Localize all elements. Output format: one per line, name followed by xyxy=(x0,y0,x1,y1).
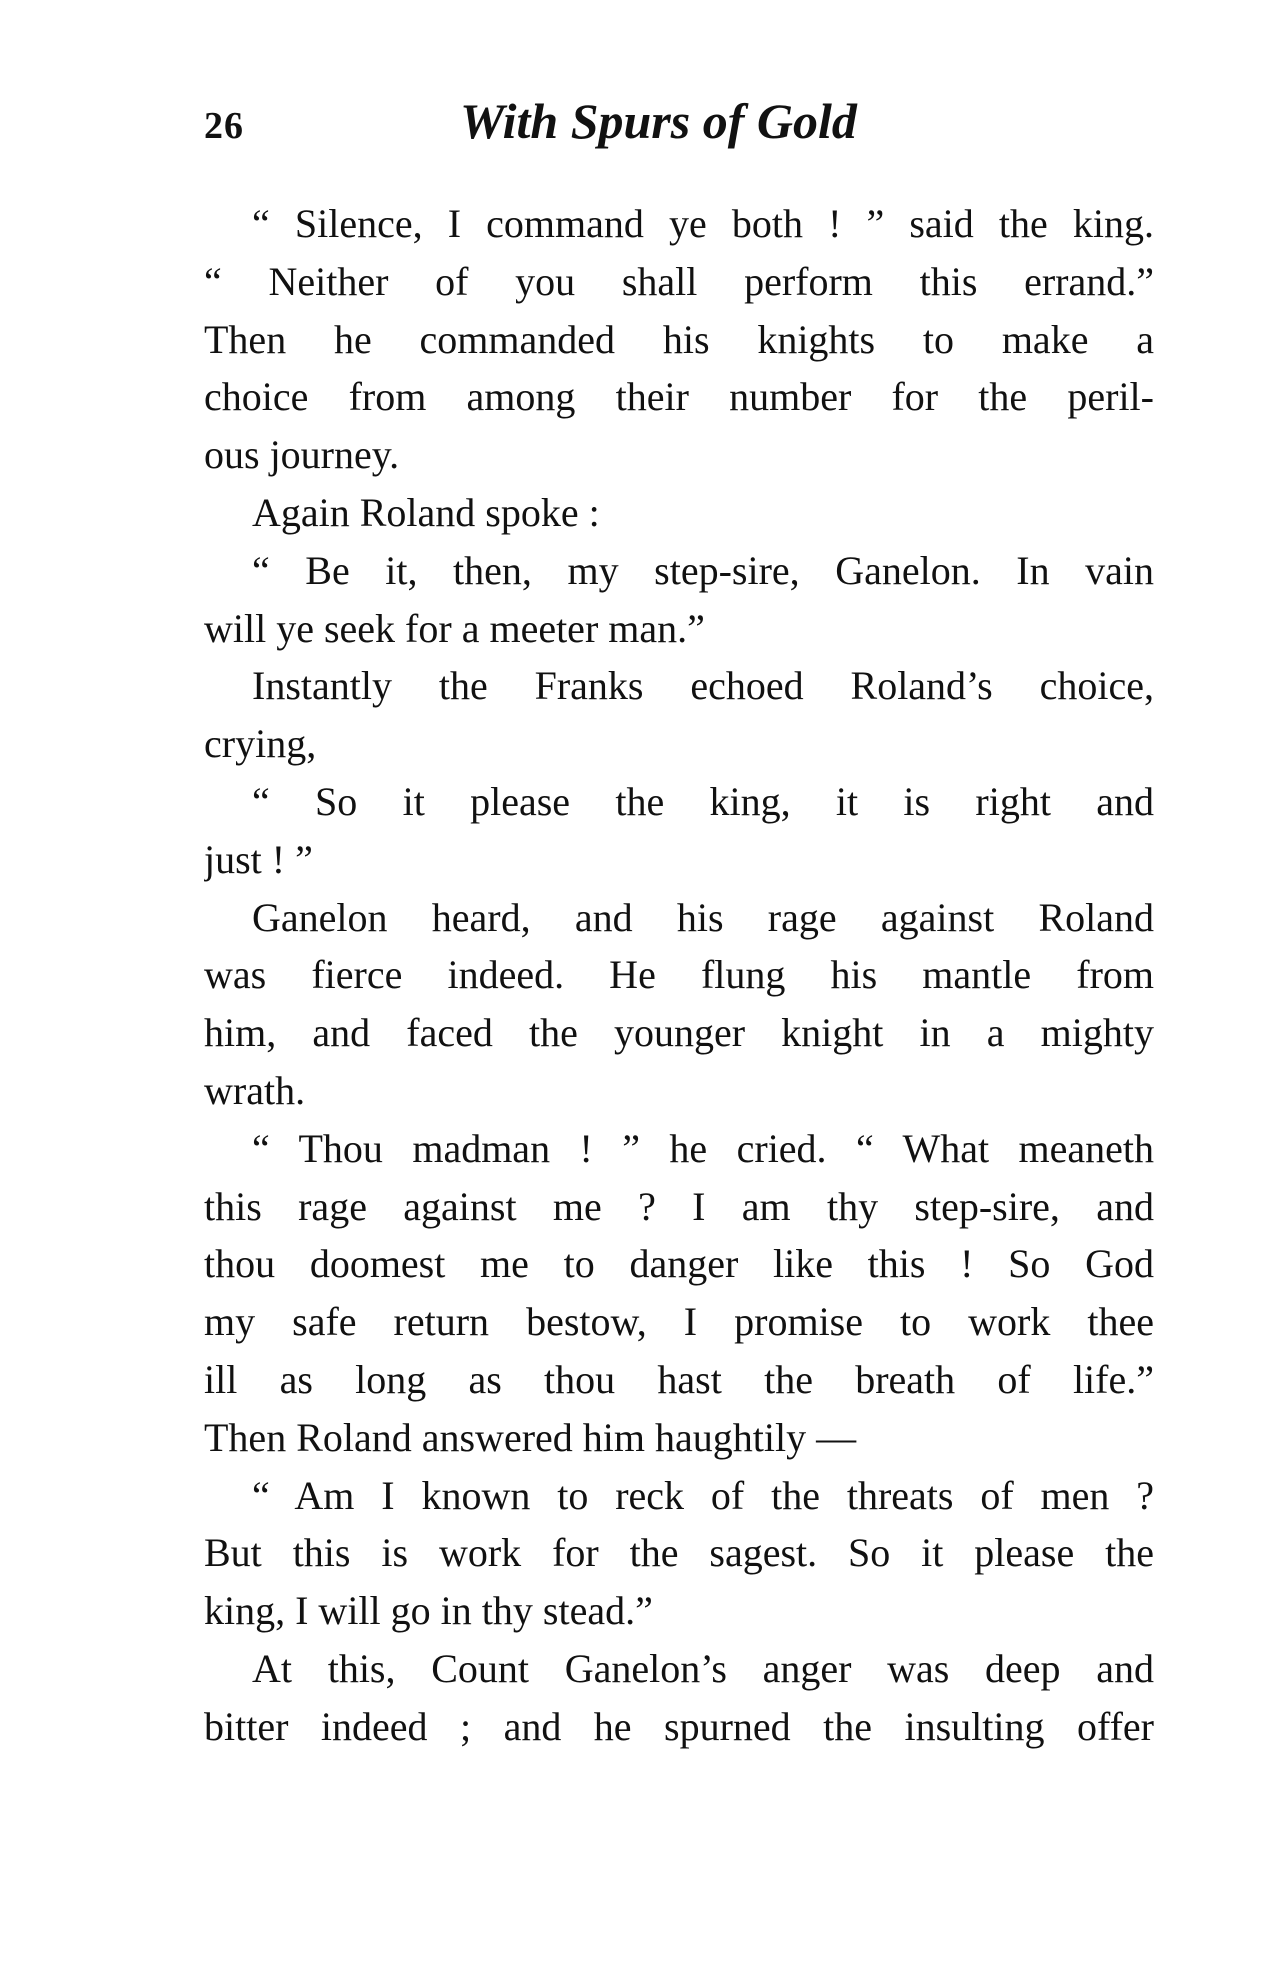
text-line: “ Am I known to reck of the threats of men ? xyxy=(252,1472,1154,1518)
text-line: But this is work for the sagest. So it please the xyxy=(204,1530,1154,1576)
text-line: Again Roland spoke : xyxy=(252,489,600,535)
text-line: Then he commanded his knights to make a xyxy=(204,316,1154,362)
running-title: With Spurs of Gold xyxy=(460,93,857,149)
text-line: just ! ” xyxy=(204,836,313,882)
text-line: this rage against me ? I am thy step-sire, and xyxy=(204,1183,1154,1229)
text-line: thou doomest me to danger like this ! So God xyxy=(204,1241,1154,1287)
text-line: will ye seek for a meeter man.” xyxy=(204,605,705,651)
text-line: “ Be it, then, my step-sire, Ganelon. In vain xyxy=(252,547,1154,593)
text-line: Instantly the Franks echoed Roland’s choice, xyxy=(252,663,1154,709)
text-line: ill as long as thou hast the breath of life.” xyxy=(204,1356,1154,1402)
text-line: “ Neither of you shall perform this errand.” xyxy=(204,258,1154,304)
text-line: was fierce indeed. He flung his mantle from xyxy=(204,952,1154,998)
text-line: ous journey. xyxy=(204,432,400,478)
text-line: choice from among their number for the peril- xyxy=(204,374,1154,420)
text-line: wrath. xyxy=(204,1067,306,1113)
body-text xyxy=(204,195,1154,1756)
text-line: “ Thou madman ! ” he cried. “ What meaneth xyxy=(252,1125,1154,1171)
text-line: At this, Count Ganelon’s anger was deep and xyxy=(252,1645,1154,1691)
text-line: “ Silence, I command ye both ! ” said the king. xyxy=(252,201,1154,246)
text-line: Ganelon heard, and his rage against Roland xyxy=(252,894,1154,940)
text-line: bitter indeed ; and he spurned the insulting offer xyxy=(204,1703,1154,1749)
page-number: 26 xyxy=(204,105,244,147)
text-line: “ So it please the king, it is right and xyxy=(252,778,1154,824)
text-line: my safe return bestow, I promise to work thee xyxy=(204,1299,1154,1345)
text-line: king, I will go in thy stead.” xyxy=(204,1588,653,1634)
text-line: him, and faced the younger knight in a mighty xyxy=(204,1010,1154,1056)
page-header xyxy=(204,92,1154,172)
text-line: crying, xyxy=(204,721,317,767)
text-line: Then Roland answered him haughtily — xyxy=(204,1414,857,1460)
